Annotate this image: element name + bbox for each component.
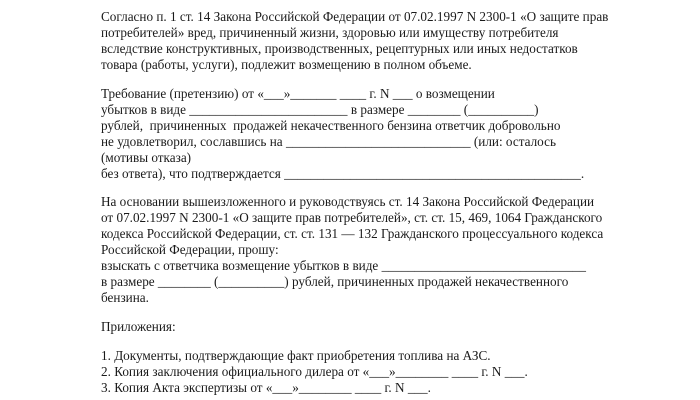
text-line: убытков в виде ________________________ в размере ________ (__________) — [101, 102, 539, 117]
text-line: На основании вышеизложенного и руководствуясь ст. 14 Закона Российской Федерации — [101, 194, 595, 209]
text-line: от 07.02.1997 N 2300-1 «О защите прав потребителей», ст. ст. 15, 469, 1064 Гражданского — [101, 210, 603, 225]
text-line: Российской Федерации, прошу: — [101, 242, 279, 257]
text-line: товара (работы, услуги), подлежит возмещению в полном объеме. — [101, 57, 472, 72]
attachment-item: 3. Копия Акта экспертизы от «___»________ ____ г. N ___. — [101, 380, 431, 395]
text-line: кодекса Российской Федерации, ст. ст. 131 — 132 Гражданского процессуального кодекса — [101, 226, 604, 241]
text-line: взыскать с ответчика возмещение убытков в виде _______________________________ — [101, 258, 586, 273]
attachment-item: 1. Документы, подтверждающие факт приобретения топлива на АЗС. — [101, 348, 491, 363]
text-line: в размере ________ (__________) рублей, причиненных продажей некачественного — [101, 274, 569, 289]
text-line: Согласно п. 1 ст. 14 Закона Российской Федерации от 07.02.1997 N 2300-1 «О защите прав — [101, 9, 609, 24]
text-line: (мотивы отказа) — [101, 150, 192, 165]
text-line: рублей, причиненных продажей некачественного бензина ответчик добровольно — [101, 118, 561, 133]
text-line: без ответа), что подтверждается _____________________________________________. — [101, 166, 585, 181]
text-line: вследствие конструктивных, производственных, рецептурных или иных недостатков — [101, 41, 578, 56]
attachment-item: 2. Копия заключения официального дилера от «___»________ ____ г. N ___. — [101, 364, 528, 379]
attachments-heading: Приложения: — [101, 319, 176, 334]
text-line: потребителей» вред, причиненный жизни, здоровью или имуществу потребителя — [101, 25, 559, 40]
text-line: бензина. — [101, 290, 149, 305]
text-line: не удовлетворил, сославшись на ____________________________ (или: осталось — [101, 134, 556, 149]
text-line: Требование (претензию) от «___»_______ ____ г. N ___ о возмещении — [101, 86, 495, 101]
